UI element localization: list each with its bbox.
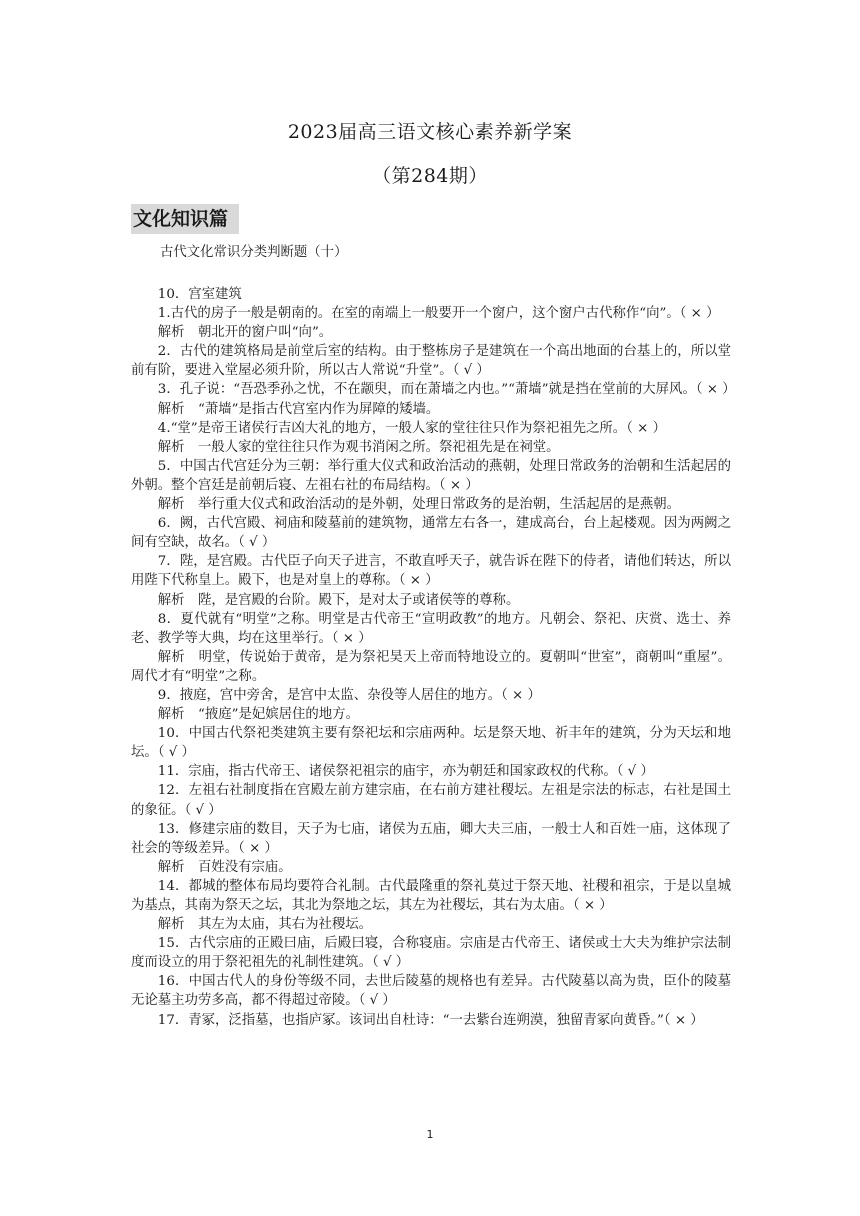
body-paragraph: 14．都城的整体布局均要符合礼制。古代最隆重的祭礼莫过于祭天地、社稷和祖宗，于是以皇城为基点，其南为祭天之坛，其北为祭地之坛，其左为社稷坛，其右为太庙。（ × ） xyxy=(131,878,731,913)
body-paragraph: 16．中国古代人的身份等级不同，去世后陵墓的规格也有差异。古代陵墓以高为贵，臣仆的陵墓无论墓主功劳多高，都不得超过帝陵。（ √ ） xyxy=(131,974,731,1009)
body-paragraph: 解析 明堂，传说始于黄帝，是为祭祀昊天上帝而特地设立的。夏朝叫“世室”，商朝叫“重屋”。周代才有“明堂”之称。 xyxy=(131,649,731,684)
body-paragraph: 9．掖庭，宫中旁舍，是宫中太监、杂役等人居住的地方。（ × ） xyxy=(157,687,541,703)
document-title: 2023届高三语文核心素养新学案 xyxy=(287,121,573,143)
section-label: 文化知识篇 xyxy=(131,204,239,234)
body-paragraph: 6．阙，古代宫殿、祠庙和陵墓前的建筑物，通常左右各一，建成高台，台上起楼观。因为两阙之间有空缺，故名。（ √ ） xyxy=(131,516,731,551)
body-paragraph: 解析 其左为太庙，其右为社稷坛。 xyxy=(157,917,373,933)
body-paragraph: 3．孔子说：“吾恐季孙之忧，不在颛臾，而在萧墙之内也。”“萧墙”就是挡在堂前的大屏风。（ × ） xyxy=(157,382,736,398)
body-paragraph: 1.古代的房子一般是朝南的。在室的南端上一般要开一个窗户，这个窗户古代称作“向”。（ × ） xyxy=(157,306,720,322)
body-paragraph: 4.“堂”是帝王诸侯行吉凶大礼的地方，一般人家的堂往往只作为祭祀祖先之所。（ × ） xyxy=(157,420,666,436)
body-paragraph: 解析 一般人家的堂往往只作为观书消闲之所。祭祀祖先是在祠堂。 xyxy=(157,439,560,455)
body-paragraph: 8．夏代就有“明堂”之称。明堂是古代帝王“宣明政教”的地方。凡朝会、祭祀、庆赏、选士、养老、教学等大典，均在这里举行。（ × ） xyxy=(131,611,731,646)
body-paragraph: 解析 “萧墙”是指古代宫室内作为屏障的矮墙。 xyxy=(157,401,440,417)
body-paragraph: 解析 举行重大仪式和政治活动的是外朝，处理日常政务的是治朝，生活起居的是燕朝。 xyxy=(157,497,681,513)
body-paragraph: 17．青冢，泛指墓，也指庐冢。该词出自杜诗：“一去紫台连朔漠，独留青冢向黄昏。”（ × ） xyxy=(157,1012,704,1028)
body-paragraph: 7．陛，是宫殿。古代臣子向天子进言，不敢直呼天子，就告诉在陛下的侍者，请他们转达，所以用陛下代称皇上。殿下，也是对皇上的尊称。（ × ） xyxy=(131,554,731,589)
body-paragraph: 解析 “掖庭”是妃嫔居住的地方。 xyxy=(157,707,359,723)
body-paragraph: 5．中国古代宫廷分为三朝：举行重大仪式和政治活动的燕朝，处理日常政务的治朝和生活起居的外朝。整个宫廷是前朝后寝、左祖右社的布局结构。（ × ） xyxy=(131,458,731,493)
subtitle: 古代文化常识分类判断题（十） xyxy=(160,245,348,260)
body-paragraph: 13．修建宗庙的数目，天子为七庙，诸侯为五庙，卿大夫三庙，一般士人和百姓一庙，这体现了社会的等级差异。（ × ） xyxy=(131,821,731,856)
body-paragraph: 10．中国古代祭祀类建筑主要有祭祀坛和宗庙两种。坛是祭天地、祈丰年的建筑，分为天坛和地坛。（ √ ） xyxy=(131,726,731,761)
body-paragraph: 解析 百姓没有宗庙。 xyxy=(157,859,292,875)
body-paragraph: 15．古代宗庙的正殿曰庙，后殿曰寝，合称寝庙。宗庙是古代帝王、诸侯或士大夫为维护宗法制度而设立的用于祭祀祖先的礼制性建筑。（ √ ） xyxy=(131,936,731,971)
body-paragraph: 10．宫室建筑 xyxy=(157,287,242,302)
body-paragraph: 2．古代的建筑格局是前堂后室的结构。由于整栋房子是建筑在一个高出地面的台基上的，所以堂前有阶，要进入堂屋必须升阶，所以古人常说“升堂”。（ √ ） xyxy=(131,344,731,379)
issue-number: （第284期） xyxy=(372,165,488,187)
body-paragraph: 解析 陛，是宫殿的台阶。殿下，是对太子或诸侯等的尊称。 xyxy=(157,592,520,608)
body-paragraph: 11．宗庙，指古代帝王、诸侯祭祀祖宗的庙宇，亦为朝廷和国家政权的代称。（ √ ） xyxy=(157,764,654,780)
document-body xyxy=(131,285,736,1030)
body-paragraph: 解析 朝北开的窗户叫“向”。 xyxy=(157,325,333,341)
body-paragraph: 12．左祖右社制度指在宫殿左前方建宗庙，在右前方建社稷坛。左祖是宗法的标志，右社是国土的象征。（ √ ） xyxy=(131,783,731,818)
page-number: 1 xyxy=(426,1128,434,1141)
